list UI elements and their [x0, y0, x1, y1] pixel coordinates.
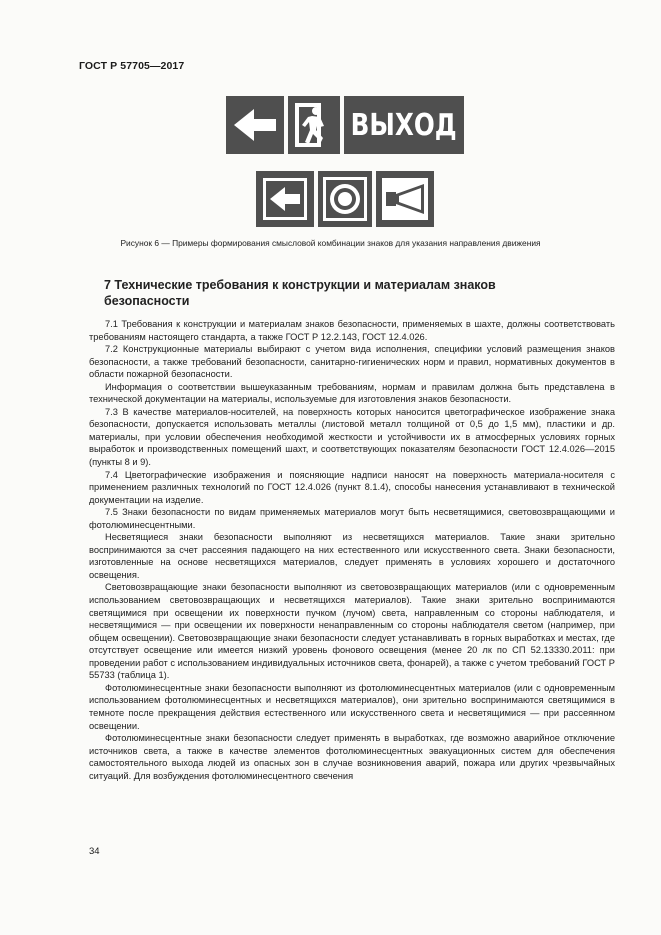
paragraph: 7.1 Требования к конструкции и материалам знаков безопасности, применяемых в шахте, должны соответствовать требованиям настоящего стандарта, а также ГОСТ Р 12.2.143, ГОСТ 12.4.026.	[89, 319, 615, 342]
paragraph: 7.2 Конструкционные материалы выбирают с учетом вида исполнения, специфики условий размещения знаков безопасности, а также требований безопасности, санитарно-гигиенических норм и правил, нормативных документов в области пожарной безопасности.	[89, 344, 615, 380]
left-arrow-sign	[226, 96, 284, 154]
paragraph: Фотолюминесцентные знаки безопасности следует применять в выработках, где возможно аварийное отключение источников света, а также в качестве элементов фотолюминесцентных эвакуационных систем для обеспечения самостоятельного выхода людей из опасных зон в случае возникновения аварий, пожара или других чрезвычайных ситуаций. Для возбуждения фотолюминесцентного свечения	[89, 733, 615, 781]
paragraph: 7.3 В качестве материалов-носителей, на поверхность которых наносится цветографическое изображение знака безопасности, допускается использовать металлы (листовой металл толщиной от 0,5 до 1,5 мм), пластики и др. материалы, при условии обеспечения необходимой жесткости и устойчивости их в атмосферных условиях горных выработок и производственных помещений шахт, и соответствующих показателям безопасности ГОСТ 12.4.026—2015 (пункты 8 и 9).	[89, 406, 615, 468]
paragraph: Световозвращающие знаки безопасности выполняют из световозвращающих материалов (или с одновременным использованием световозвращающих и несветящихся материалов). Такие знаки зрительно воспринимаются светящимися при освещении их поверхности пучком (лучом) света, направленным со стороны наблюдателя, и несветящимися — при освещении их поверхности ненаправленным со стороны наблюдателя светом (например, при общем освещении). Световозвращающие знаки безопасности следует устанавливать в горных выработках и местах, где отсутствует освещение или имеется низкий уровень фонового освещения (менее 20 лк по СП 52.13330.2011: при проведении работ с использованием индивидуальных источников света, фонарей), а также с учетом требований ГОСТ Р 55733 (таблица 1).	[89, 582, 615, 681]
target-circle-icon	[322, 176, 368, 222]
sign-row-direction	[256, 171, 434, 227]
page-number: 34	[89, 846, 100, 857]
exit-text-sign	[344, 96, 464, 154]
sign-row-exit	[226, 96, 464, 154]
paragraph: 7.4 Цветографические изображения и поясняющие надписи наносят на поверхность материала-носителя с применением различных технологий по ГОСТ 12.4.026 (пункт 8.1.4), способы нанесения устанавливают в технической документации на изделие.	[89, 469, 615, 505]
left-arrow-sign-2	[256, 171, 314, 227]
left-arrow-icon	[261, 176, 309, 222]
body-text	[89, 318, 615, 782]
section-title: 7 Технические требования к конструкции и материалам знаков безопасности	[104, 278, 496, 308]
horn-siren-sign	[376, 171, 434, 227]
target-circle-sign	[318, 171, 372, 227]
horn-siren-icon	[380, 176, 430, 222]
paragraph: 7.5 Знаки безопасности по видам применяемых материалов могут быть несветящимися, световозвращающими и фотолюминесцентными.	[89, 507, 615, 530]
exit-person-sign	[288, 96, 340, 154]
document-header: ГОСТ Р 57705—2017	[79, 60, 185, 72]
figure-caption: Рисунок 6 — Примеры формирования смысловой комбинации знаков для указания направления движения	[120, 238, 541, 248]
paragraph: Фотолюминесцентные знаки безопасности выполняют из фотолюминесцентных материалов (или с одновременным использованием фотолюминесцентных и несветящихся материалов), они зрительно воспринимаются светящимися в темноте после прекращения действия естественного или искусственного света и несветящимися — при рассеянном освещении.	[89, 682, 615, 731]
paragraph: Информация о соответствии вышеуказанным требованиям, нормам и правилам должна быть представлена в технической документации на материалы, используемые для изготовления знаков безопасности.	[89, 381, 615, 405]
running-person-exit-icon	[292, 100, 336, 150]
exit-sign-text: ВЫХОД	[350, 107, 458, 143]
paragraph: Несветящиеся знаки безопасности выполняют из несветящихся материалов. Такие знаки зрительно воспринимаются за счет рассеяния падающего на них естественного или искусственного света. Знаки безопасности, изготовленные на основе несветящихся материалов, следует применять в условиях хорошего и достаточного освещения.	[89, 532, 615, 580]
left-arrow-icon	[232, 105, 278, 145]
